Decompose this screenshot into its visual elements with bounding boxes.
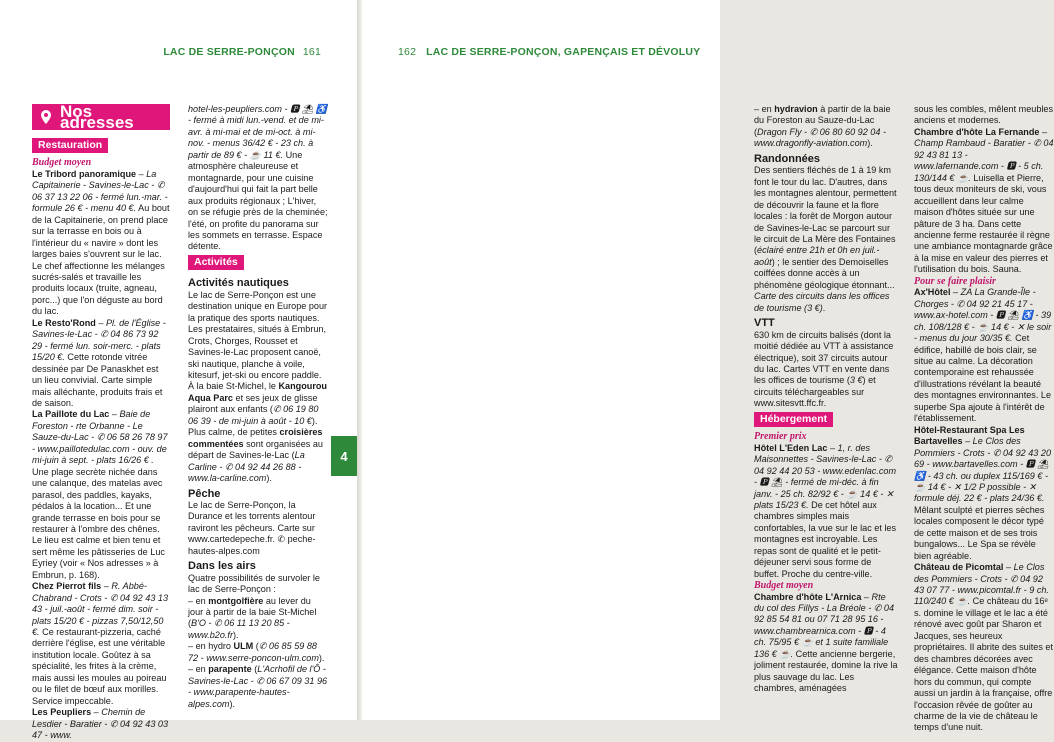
left-column-1: [32, 101, 170, 742]
bartavelles-text: Hôtel-Restaurant Spa Les Bartavelles – Le Clos des Pommiers - Crots - ✆ 04 92 43 20 69 - www.bartavelles.com - 🅿 ⛱ ♿ - 43 ch. ou duplex 115/169 € - ☕ 14 € - ✕ 1/2 P possible - ✕ formule déj. 22 € - plats 24/36 €. Mêlant sculpté et pierres sèches locales composent le décor typé de cette maison et de ses trois bungalows... Le Spa se révèle bien agréable.: [914, 424, 1052, 561]
left-column-2: [188, 104, 328, 710]
hydravion-text: – en hydravion à partir de la baie du Foreston au Sauze-du-Lac (Dragon Fly - ✆ 06 80 60 92 04 - www.dragonfly-aviation.com).: [754, 104, 891, 149]
running-head-right: [398, 46, 700, 58]
page-number-left: 161: [302, 46, 321, 58]
restauration-heading: Restauration: [32, 138, 108, 153]
hebergement-heading: Hébergement: [754, 412, 833, 427]
randonnees-text: Des sentiers fléchés de 1 à 19 km font le tour du lac. D'autres, dans les montagnes alentour, permettent de découvrir la faune et la flore locales : la forêt de Morgon autour de Savines-le-Lac se parcourt sur le circuit de La Mère des Fontaines (éclairé entre 21h et 0h en juil.-août) ; le sentier des Demoiselles coiffées donne accès à un phénomène géologique étonnant... Carte des circuits dans les offices de tourisme (3 €).: [754, 165, 897, 313]
restaurant-entry: Le Resto'Rond – Pl. de l'Église - Savines-le-Lac - ✆ 04 86 73 92 29 - fermé lun. soir-merc. - plats 15/20 €. Cette rotonde vitrée dessinée par De Panaskhet est un lieu convivial. Carte simple mais alléchante, produits frais et de saison.: [32, 317, 166, 408]
activites-nautiques-text: Le lac de Serre-Ponçon est une destination unique en Europe pour la pratique des sports nautiques. Les prestataires, situés à Embrun, Crots, Chorges, Rousset et Savines-le-Lac proposent canoë, ski nautique, planche à voile, kitesurf, jet-ski ou encore paddle.: [188, 289, 328, 380]
running-head-left-text: LAC DE SERRE-PONÇON: [163, 46, 295, 58]
activites-heading: Activités: [188, 255, 244, 270]
running-head-left: [163, 46, 321, 58]
right-column-2: [914, 104, 1054, 734]
section-title-banner: [32, 101, 170, 132]
kangourou-text: À la baie St-Michel, le Kangourou Aqua Parc et ses jeux de glisse plairont aux enfants (✆ 06 19 80 06 39 - de mi-juin à août - 10 €).: [188, 381, 327, 426]
right-column-1: [754, 104, 898, 695]
page-number-right: 162: [398, 46, 417, 58]
map-pin-icon: [38, 109, 54, 125]
peche-heading: Pêche: [188, 487, 221, 500]
section-title: Nos adresses: [60, 101, 134, 132]
arnica-text: Chambre d'hôte L'Arnica – Rte du col des Fillys - La Bréole - ✆ 04 92 85 54 81 ou 07 71 28 95 16 - www.chambrearnica.com - 🅿 - 4 ch. 75/95 € ☕ et 1 suite familiale 136 € ☕. Cette ancienne bergerie, joliment restaurée, domine la rive la plus sauvage du lac. Les chambres, aménagées: [754, 591, 898, 694]
randonnees-heading: Randonnées: [754, 152, 821, 165]
eden-text: Hôtel L'Eden Lac – 1, r. des Maisonnettes - Savines-le-Lac - ✆ 04 92 44 20 53 - www.edenlac.com - 🅿 ⛱ - fermé de mi-déc. à fin janv. - 25 ch. 82/92 € - ☕ 14 € - ✕ plats 15/23 €. De cet hôtel aux chambres simples mais confortables, la vue sur le lac et les montagnes est incroyable. Les repas sont de qualité et le petit-déjeuner servi sous forme de buffet. Proche du centre-ville.: [754, 442, 897, 579]
fernande-text: Chambre d'hôte La Fernande – Champ Rambaud - Baratier - ✆ 04 92 43 81 13 - www.lafernande.com - 🅿 - 5 ch. 130/144 € ☕. Luisella et Pierre, tous deux moniteurs de ski, vous accueillent dans leur calme maison d'hôtes située sur une pâture de 3 ha. Dans cette ancienne ferme restaurée il règne une ambiance montagnarde grâce à la mise en valeur des pierres et l'utilisation du bois. Sauna.: [914, 126, 1054, 275]
restaurant-entry: Chez Pierrot fils – R. Abbé-Chabrand - Crots - ✆ 04 92 43 13 43 - juil.-août - fermé dim. soir - plats 15/20 € - pizzas 7,50/12,50 €. Ce restaurant-pizzeria, caché derrière l'église, est une véritable institution locale. Goûtez à sa spécialité, les frites à la crème, mais aussi les moules au poireau ou le filet de bœuf aux morilles. Service impeccable.: [32, 581, 169, 706]
axhotel-text: Ax'Hôtel – ZA La Grande-Île - Chorges - ✆ 04 92 21 45 17 - www.ax-hotel.com - 🅿 ⛱ ♿ - 39 ch. 108/128 € - ☕ 14 € - ✕ le soir - menus du jour 30/35 €. Cet édifice, habillé de bois clair, se situe au calme. La décoration contemporaine est rehaussée d'illustrations révélant la beauté des montagnes environnantes. Le superbe Spa ajoute à l'intérêt de l'établissement.: [914, 287, 1052, 424]
chapter-tab: 4: [331, 436, 357, 476]
vtt-text: 630 km de circuits balisés (dont la moitié dédiée au VTT à assistance électrique), soit 37 circuits autour du lac. Cartes VTT en vente dans les offices de tourisme (3 €) et circuits téléchargeables sur www.sitesvtt.ffc.fr.: [754, 329, 894, 409]
restaurant-entry: La Paillote du Lac – Baie de Foreston - rte Orbanne - Le Sauze-du-Lac - ✆ 06 58 26 78 97 - www.paillotedulac.com - ouv. de mi-juin à sept. - plats 16/26 € . Une plage secrète nichée dans une calanque, des matelas avec parasol, des paddles, kayaks, pédalos à la location... Et une grande terrasse en bois pour se restaurer à l'ombre des chênes. Le lieu est calme et bien tenu et sert même les pâtisseries de Luc Eyriey (voir « Nos adresses » à Embrun, p. 168).: [32, 409, 168, 580]
running-head-right-text: LAC DE SERRE-PONÇON, GAPENÇAIS ET DÉVOLUY: [426, 46, 701, 58]
right-page: [362, 0, 1054, 733]
vtt-heading: VTT: [754, 317, 775, 330]
left-page: [0, 0, 357, 741]
peupliers-continued: hotel-les-peupliers.com - 🅿 ⛱ ♿ - fermé à midi lun.-vend. et de mi-avr. à mi-mai et de mi-oct. à mi-nov. - menus 36/42 € - 23 ch. à partir de 89 € - ☕ 11 €. Une atmosphère chaleureuse et montagnarde, pour une cuisine d'aujourd'hui qui fait la part belle aux produits régionaux ; L'hiver, on se réfugie près de la cheminée; l'été, on profite du panorama sur les sommets en terrasse. Espace détente.: [188, 104, 328, 252]
picomtal-text: Château de Picomtal – Le Clos des Pommiers - Crots - ✆ 04 92 43 07 77 - www.picomtal.fr - 9 ch. 110/240 € ☕. Ce château du 16ᵉ s. domine le village et le lac a été rénové avec goût par Sharon et Jacques, ses heureux propriétaires. Il abrite des suites et des chambres décorées avec élégance. Cette maison d'hôte hors du commun, qui compte aussi un jardin à la française, offre l'occasion rêvée de goûter au charme de la vie de château le temps d'une nuit.: [914, 562, 1053, 733]
airs-heading: Dans les airs: [188, 560, 256, 573]
pour-se-faire-plaisir-label: Pour se faire plaisir: [914, 275, 996, 287]
arnica-continued: sous les combles, mêlent meubles anciens et modernes.: [914, 104, 1053, 126]
airs-text: Quatre possibilités de survoler le lac de Serre-Ponçon : – en montgolfière au lever du jour à partir de la baie St-Michel (B'O - ✆ 06 11 13 20 85 - www.b2o.fr). – en hydro ULM (✆ 06 85 59 88 72 - www.serre-poncon-ulm.com). – en parapente (L'Acrhofil de l'Ô - Savines-le-Lac - ✆ 06 67 09 31 96 - www.parapente-hautes-alpes.com).: [188, 572, 328, 709]
peche-text: Le lac de Serre-Ponçon, la Durance et les torrents alentour raviront les pêcheurs. Carte sur www.cartedepeche.fr. ✆ peche-hautes-alpes.com: [188, 499, 316, 556]
budget-label: Budget moyen: [32, 157, 92, 169]
activites-nautiques-heading: Activités nautiques: [188, 277, 289, 290]
premier-prix-label: Premier prix: [754, 431, 807, 443]
croisieres-text: Plus calme, de petites croisières commentées sont organisées au départ de Savines-le-Lac (La Carline - ✆ 04 92 44 26 88 - www.la-carline.com).: [188, 427, 323, 484]
budget-label-right: Budget moyen: [754, 580, 814, 592]
restaurant-entry: Les Peupliers – Chemin de Lesdier - Baratier - ✆ 04 92 43 03 47 - www.: [32, 707, 169, 741]
restaurant-entry: Le Tribord panoramique – La Capitainerie - Savines-le-Lac - ✆ 06 37 13 22 06 - fermé lun.-mar. - formule 26 € - menu 40 €. Au bout de la Capitainerie, on prend place sur la terrasse en bois ou à l'intérieur du « navire » dont les larges baies s'ouvrent sur le lac. Le chef affectionne les mélanges sucrés-salés et travaille les produits locaux (truite, agneau, porc...) que l'on déguste au bord du lac.: [32, 168, 170, 317]
restaurant-list: [32, 169, 170, 742]
